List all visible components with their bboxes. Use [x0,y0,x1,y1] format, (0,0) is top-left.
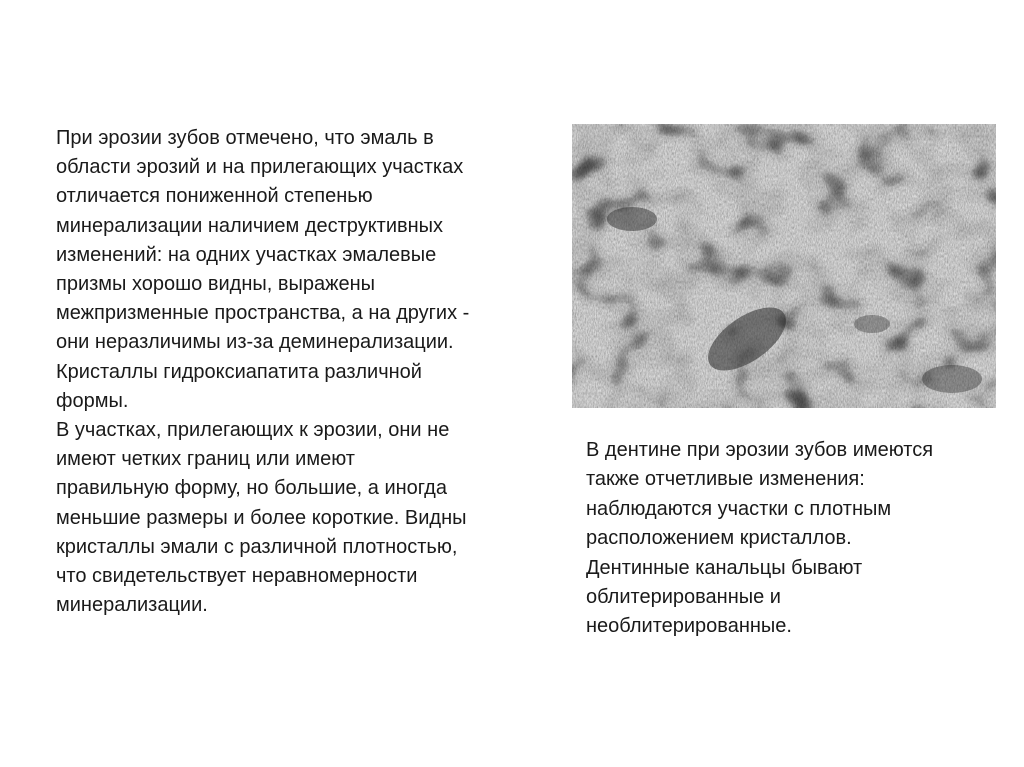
left-line: межпризменные пространства, а на других - [56,302,470,325]
left-line: меньшие размеры и более короткие. Видны [56,506,467,529]
left-paragraph [56,124,556,620]
left-line: они неразличимы из-за деминерализации. [56,331,454,354]
left-line: минерализации наличием деструктивных [56,214,444,237]
left-line: что свидетельствует неравномерности [56,565,418,588]
right-line: также отчетливые изменения: [586,468,865,491]
micrograph-texture [572,124,996,408]
left-line: имеют четких границ или имеют [56,448,355,471]
left-line: В участках, прилегающих к эрозии, они не [56,419,450,442]
right-line: необлитерированные. [586,615,792,638]
left-line: изменений: на одних участках эмалевые [56,243,437,266]
left-line: отличается пониженной степенью [56,185,373,208]
left-line: призмы хорошо видны, выражены [56,273,376,296]
left-line: правильную форму, но большие, а иногда [56,477,447,500]
left-line: минерализации. [56,594,208,617]
left-line: области эрозий и на прилегающих участках [56,156,464,179]
right-line: Дентинные канальцы бывают [586,556,863,579]
left-line: Кристаллы гидроксиапатита различной [56,360,422,383]
right-line: облитерированные и [586,586,781,609]
left-line: формы. [56,389,129,412]
right-line: В дентине при эрозии зубов имеются [586,439,934,461]
right-line: наблюдаются участки с плотным [586,497,892,520]
micrograph-image [572,124,996,408]
left-line: кристаллы эмали с различной плотностью, [56,535,458,558]
right-line: расположением кристаллов. [586,527,852,550]
left-line: При эрозии зубов отмечено, что эмаль в [56,127,434,149]
right-paragraph [586,436,1006,642]
